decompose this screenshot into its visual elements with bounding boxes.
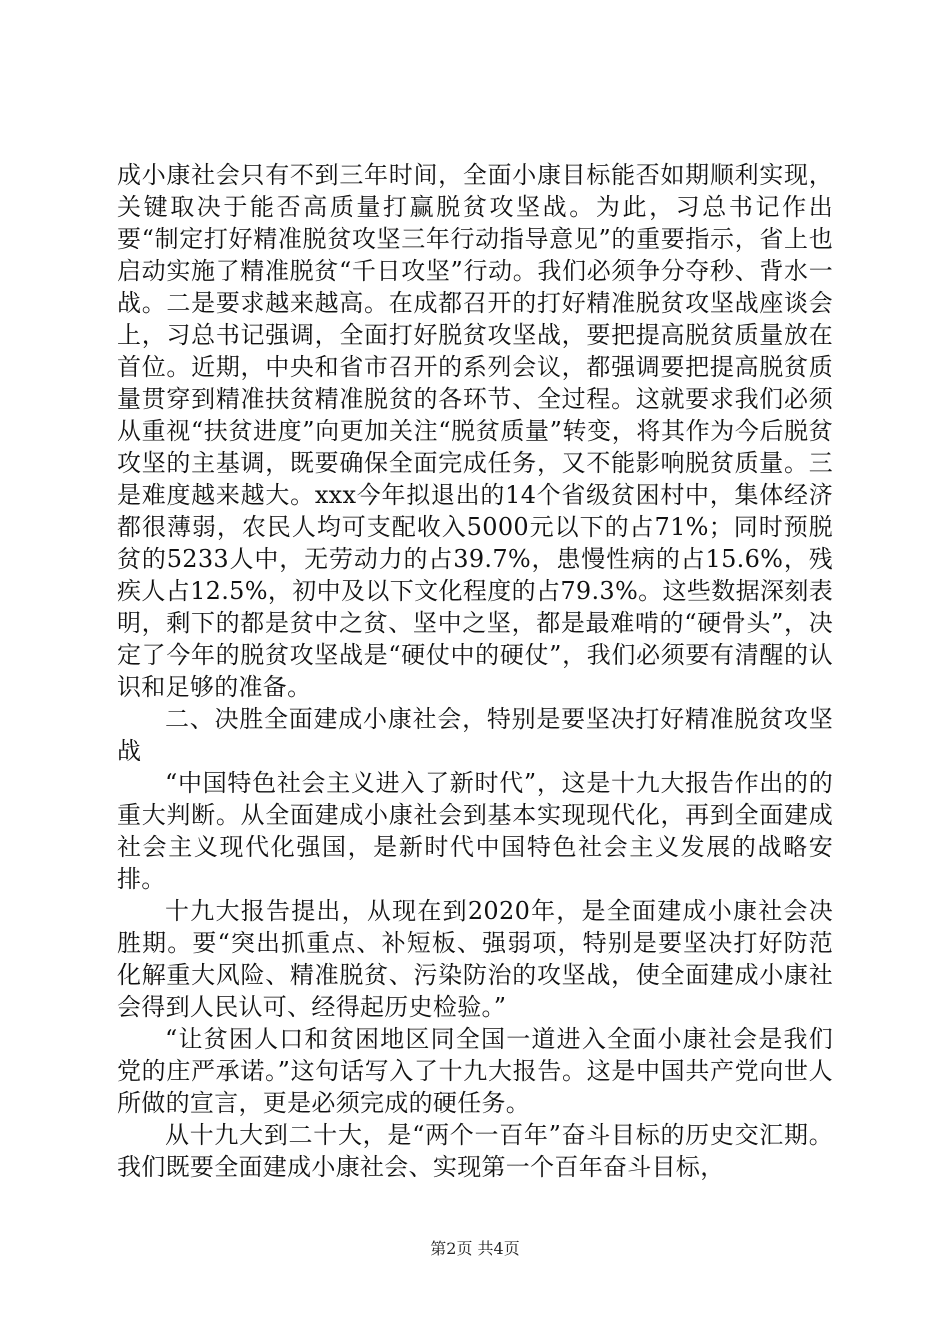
section-heading-2: 二、决胜全面建成小康社会，特别是要坚决打好精准脱贫攻坚战 bbox=[117, 705, 833, 765]
paragraph-1: 成小康社会只有不到三年时间，全面小康目标能否如期顺利实现，关键取决于能否高质量打赢脱贫攻坚战。为此，习总书记作出要“制定打好精准脱贫攻坚三年行动指导意见”的重要指示，省上也启动实施了精准脱贫“千日攻坚”行动。我们必须争分夺秒、背水一战。二是要求越来越高。在成都召开的打好精准脱贫攻坚战座谈会上，习总书记强调，全面打好脱贫攻坚战，要把提高脱贫质量放在首位。近期，中央和省市召开的系列会议，都强调要把提高脱贫质量贯穿到精准扶贫精准脱贫的各环节、全过程。这就要求我们必须从重视“扶贫进度”向更加关注“脱贫质量”转变，将其作为今后脱贫攻坚的主基调，既要确保全面完成任务，又不能影响脱贫质量。三是难度越来越大。xxx今年拟退出的14个省级贫困村中，集体经济都很薄弱，农民人均可支配收入5000元以下的占71%；同时预脱贫的5233人中，无劳动力的占39.7%，患慢性病的占15.6%，残疾人占12.5%，初中及以下文化程度的占79.3%。这些数据深刻表明，剩下的都是贫中之贫、坚中之坚，都是最难啃的“硬骨头”，决定了今年的脱贫攻坚战是“硬仗中的硬仗”，我们必须要有清醒的认识和足够的准备。 bbox=[117, 161, 833, 701]
document-body bbox=[117, 159, 833, 1183]
paragraph-4: 十九大报告提出，从现在到2020年，是全面建成小康社会决胜期。要“突出抓重点、补短板、强弱项，特别是要坚决打好防范化解重大风险、精准脱贫、污染防治的攻坚战，使全面建成小康社会得到人民认可、经得起历史检验。” bbox=[117, 897, 833, 1021]
paragraph-5: “让贫困人口和贫困地区同全国一道进入全面小康社会是我们党的庄严承诺。”这句话写入了十九大报告。这是中国共产党向世人所做的宣言，更是必须完成的硬任务。 bbox=[117, 1025, 833, 1117]
paragraph-3: “中国特色社会主义进入了新时代”，这是十九大报告作出的的重大判断。从全面建成小康社会到基本实现现代化，再到全面建成社会主义现代化强国，是新时代中国特色社会主义发展的战略安排。 bbox=[117, 769, 833, 893]
paragraph-6: 从十九大到二十大，是“两个一百年”奋斗目标的历史交汇期。我们既要全面建成小康社会、实现第一个百年奋斗目标， bbox=[117, 1121, 833, 1181]
page-number-footer: 第2页 共4页 bbox=[430, 1239, 520, 1258]
